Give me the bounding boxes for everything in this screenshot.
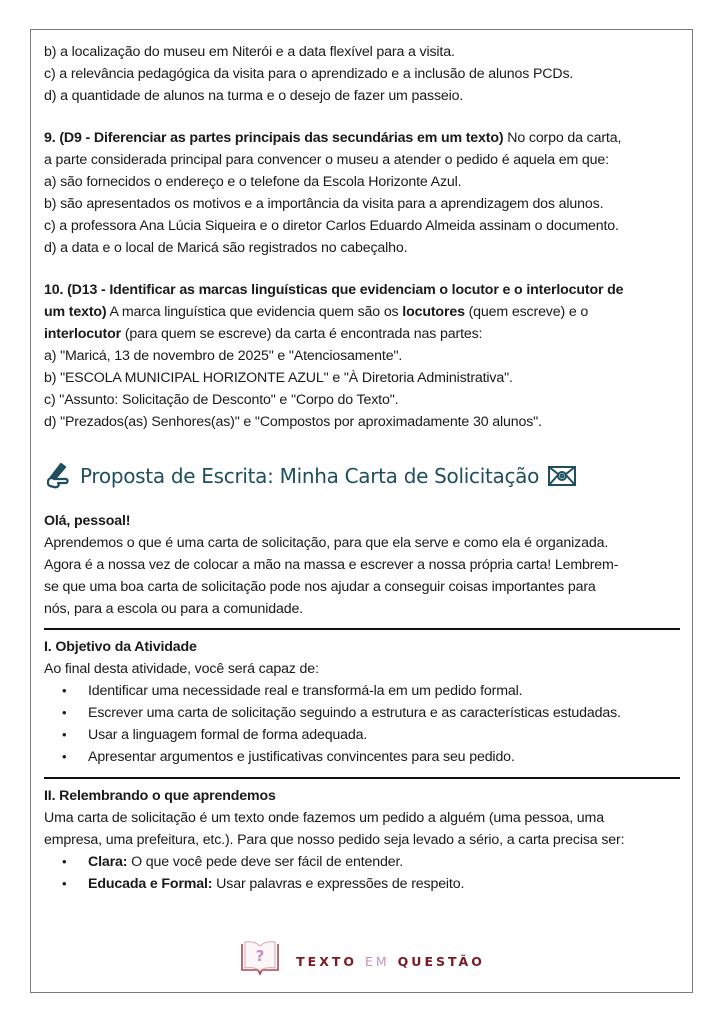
intro-line: Aprendemos o que é uma carta de solicitação, para que ela serve e como ela é organizada. bbox=[44, 535, 609, 551]
q9-option-a: a) são fornecidos o endereço e o telefone da Escola Horizonte Azul. bbox=[44, 174, 462, 190]
objective-item: • Usar a linguagem formal de forma adequada. bbox=[62, 724, 680, 746]
objective-item: • Identificar uma necessidade real e transformá-la em um pedido formal. bbox=[62, 680, 680, 702]
intro-line: nós, para a escola ou para a comunidade. bbox=[44, 601, 304, 617]
objective-item: • Apresentar argumentos e justificativas convincentes para seu pedido. bbox=[62, 746, 680, 768]
q9-option-d: d) a data e o local de Maricá são registrados no cabeçalho. bbox=[44, 240, 408, 256]
q9-heading: 9. (D9 - Diferenciar as partes principais das secundárias em um texto) bbox=[44, 130, 504, 146]
section-objective bbox=[44, 636, 680, 768]
brand-word-em: EM bbox=[364, 954, 390, 969]
review-item-educada bbox=[62, 873, 680, 895]
q9-stem-start: No corpo da carta, bbox=[503, 130, 622, 146]
question-9 bbox=[44, 127, 680, 259]
section-1-heading: I. Objetivo da Atividade bbox=[44, 639, 197, 655]
page-content bbox=[44, 41, 680, 895]
intro-line: se que uma boa carta de solicitação pode nos ajudar a conseguir coisas importantes para bbox=[44, 579, 596, 595]
q10-line-2 bbox=[44, 301, 680, 323]
page-frame bbox=[30, 29, 693, 993]
brand-logo bbox=[31, 940, 692, 983]
section-divider bbox=[44, 777, 680, 779]
open-book-question-icon bbox=[238, 940, 282, 983]
q9-stem: a parte considerada principal para convencer o museu a atender o pedido é aquela em que: bbox=[44, 152, 609, 168]
review-text: Usar palavras e expressões de respeito. bbox=[212, 876, 465, 892]
intro-line: Agora é a nossa vez de colocar a mão na massa e escrever a nossa própria carta! Lembrem- bbox=[44, 557, 619, 573]
q9-option-c: c) a professora Ana Lúcia Siqueira e o diretor Carlos Eduardo Almeida assinam o documento. bbox=[44, 218, 619, 234]
section-2-line: empresa, uma prefeitura, etc.). Para que nosso pedido seja levado a sério, a carta precisa ser: bbox=[44, 832, 625, 848]
q8-option-d: d) a quantidade de alunos na turma e o desejo de fazer um passeio. bbox=[44, 88, 464, 104]
proposal-intro bbox=[44, 510, 680, 620]
q10-term-locutores: locutores bbox=[402, 304, 465, 320]
brand-word-questao: QUESTÃO bbox=[397, 954, 485, 969]
svg-text:?: ? bbox=[255, 947, 265, 965]
objective-list bbox=[44, 680, 680, 768]
q10-option-c: c) "Assunto: Solicitação de Desconto" e "Corpo do Texto". bbox=[44, 392, 399, 408]
q10-heading-line-1: 10. (D13 - Identificar as marcas linguísticas que evidenciam o locutor e o interlocutor de bbox=[44, 282, 624, 298]
q10-option-a: a) "Maricá, 13 de novembro de 2025" e "Atenciosamente". bbox=[44, 348, 403, 364]
greeting: Olá, pessoal! bbox=[44, 513, 131, 529]
proposal-title bbox=[44, 458, 680, 494]
brand-name bbox=[296, 954, 485, 969]
q8-option-c: c) a relevância pedagógica da visita para o aprendizado e a inclusão de alunos PCDs. bbox=[44, 66, 574, 82]
objective-item: • Escrever uma carta de solicitação seguindo a estrutura e as características estudadas. bbox=[62, 702, 680, 724]
section-divider bbox=[44, 628, 680, 630]
question-10 bbox=[44, 279, 680, 433]
envelope-icon bbox=[547, 464, 577, 488]
section-1-lead: Ao final desta atividade, você será capaz de: bbox=[44, 661, 319, 677]
section-review bbox=[44, 785, 680, 895]
q10-heading-line-2: um texto) bbox=[44, 304, 107, 320]
review-term: Educada e Formal: bbox=[88, 876, 213, 892]
q10-option-d: d) "Prezados(as) Senhores(as)" e "Compostos por aproximadamente 30 alunos". bbox=[44, 414, 542, 430]
review-list bbox=[44, 851, 680, 895]
q9-option-b: b) são apresentados os motivos e a importância da visita para a aprendizagem dos alunos. bbox=[44, 196, 604, 212]
q8-option-b: b) a localização do museu em Niterói e a data flexível para a visita. bbox=[44, 44, 455, 60]
section-2-heading: II. Relembrando o que aprendemos bbox=[44, 788, 276, 804]
q10-stem-a: A marca linguística que evidencia quem são os bbox=[106, 304, 403, 320]
q9-first-line bbox=[44, 127, 680, 149]
q10-term-interlocutor: interlocutor bbox=[44, 326, 122, 342]
q10-option-b: b) "ESCOLA MUNICIPAL HORIZONTE AZUL" e "À Diretoria Administrativa". bbox=[44, 370, 513, 386]
q10-stem-c: (para quem se escreve) da carta é encontrada nas partes: bbox=[121, 326, 483, 342]
writing-hand-icon bbox=[44, 462, 72, 490]
review-text: O que você pede deve ser fácil de entender. bbox=[127, 854, 404, 870]
section-2-line: Uma carta de solicitação é um texto onde fazemos um pedido a alguém (uma pessoa, uma bbox=[44, 810, 604, 826]
review-term: Clara: bbox=[88, 854, 128, 870]
brand-word-texto: TEXTO bbox=[296, 954, 357, 969]
question-8-options bbox=[44, 41, 680, 107]
review-item-clara bbox=[62, 851, 680, 873]
q10-line-3 bbox=[44, 323, 680, 345]
proposal-title-text: Proposta de Escrita: Minha Carta de Solicitação bbox=[80, 464, 540, 488]
q10-stem-b: (quem escreve) e o bbox=[464, 304, 589, 320]
